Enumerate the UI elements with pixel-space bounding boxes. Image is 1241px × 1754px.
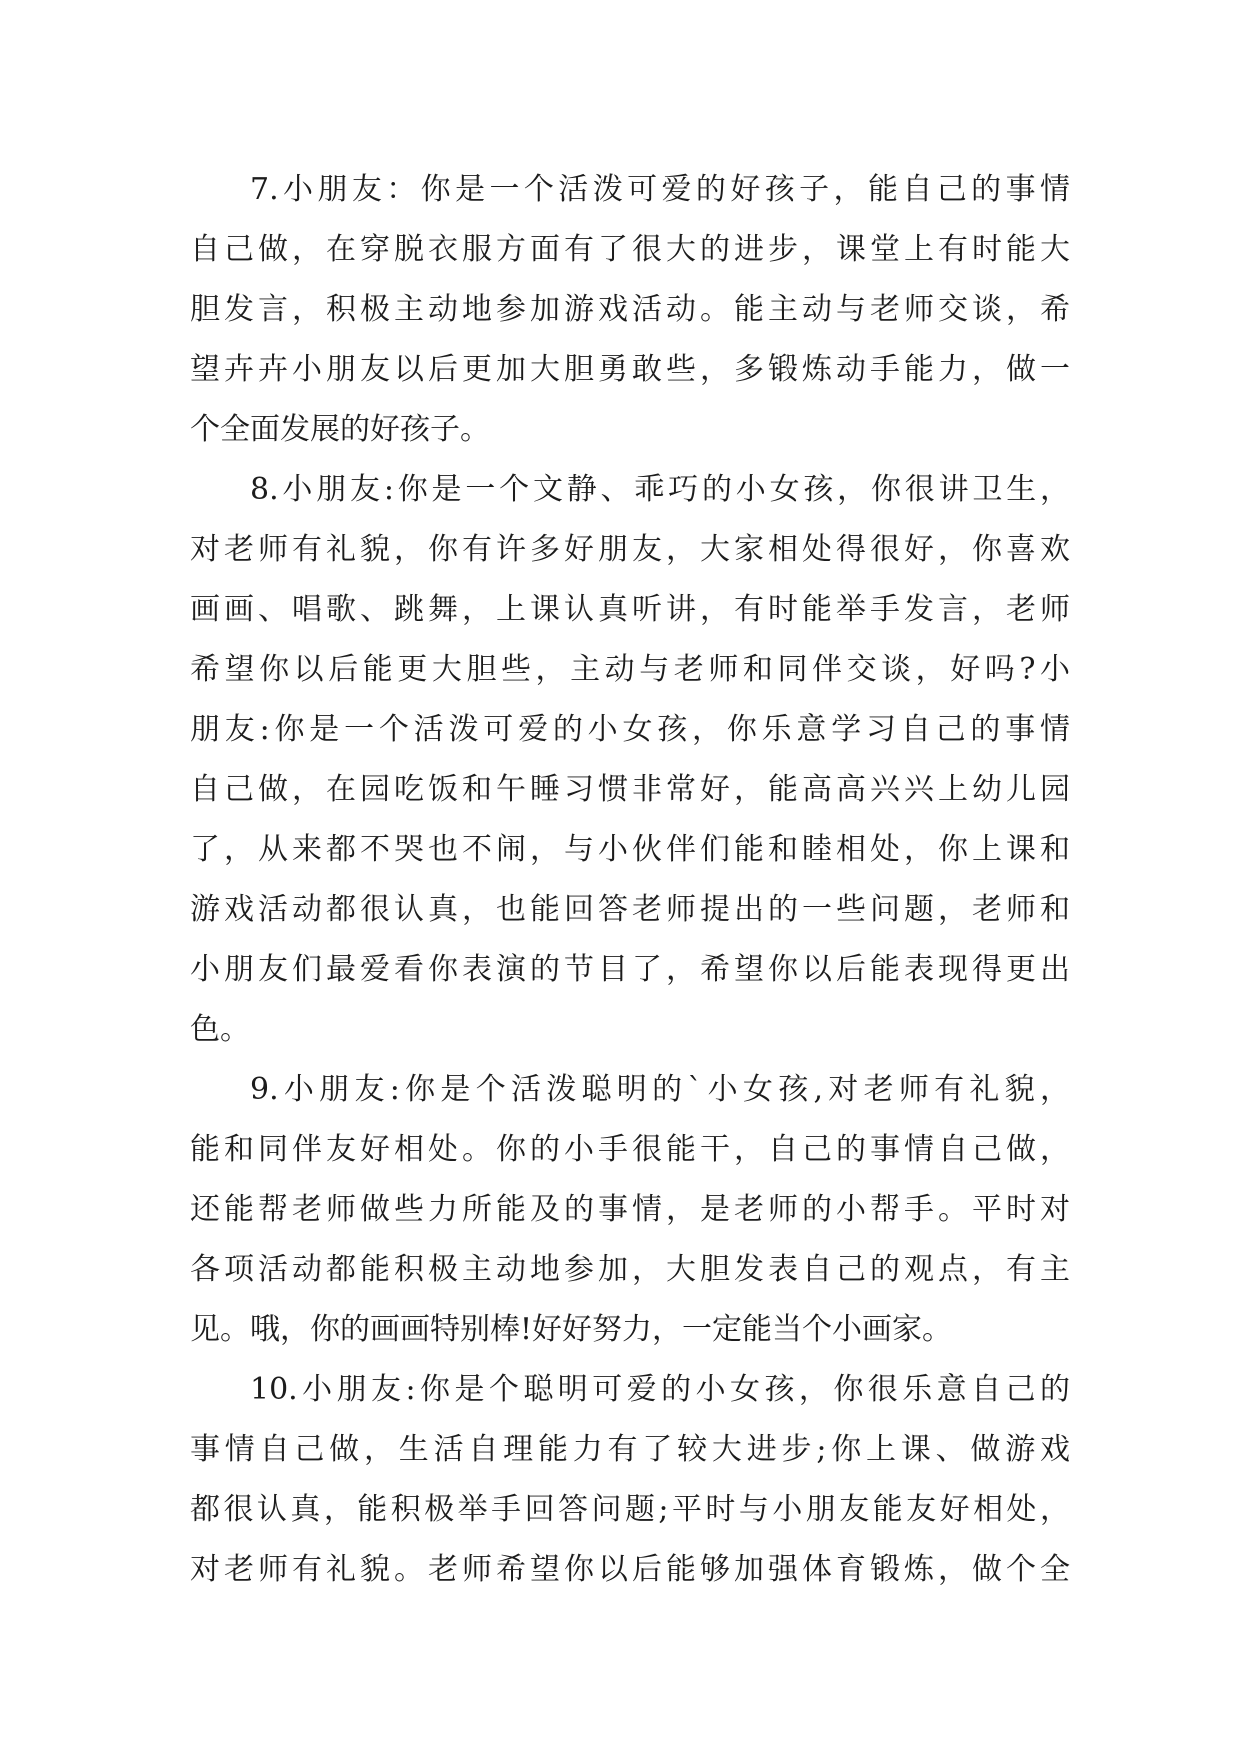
text-line: 个全面发展的好孩子。 <box>190 412 490 447</box>
text-line: 朋友:你是一个活泼可爱的小女孩，你乐意学习自己的事情 <box>190 712 1070 747</box>
text-line: 色。 <box>190 1012 250 1047</box>
text-line: 对老师有礼貌。老师希望你以后能够加强体育锻炼，做个全 <box>190 1552 1070 1587</box>
paragraph-10 <box>190 1360 1070 1600</box>
text-line: 胆发言，积极主动地参加游戏活动。能主动与老师交谈，希 <box>190 292 1070 327</box>
paragraph-9 <box>190 1060 1070 1360</box>
text-line: 希望你以后能更大胆些，主动与老师和同伴交谈，好吗?小 <box>190 652 1070 687</box>
text-line: 7.小朋友：你是一个活泼可爱的好孩子，能自己的事情 <box>250 172 1070 207</box>
text-line: 自己做，在穿脱衣服方面有了很大的进步，课堂上有时能大 <box>190 232 1070 267</box>
text-line: 9.小朋友:你是个活泼聪明的`小女孩,对老师有礼貌， <box>250 1072 1070 1107</box>
paragraph-8 <box>190 460 1070 1060</box>
text-line: 见。哦，你的画画特别棒!好好努力，一定能当个小画家。 <box>190 1312 953 1347</box>
document-body <box>190 160 1070 1600</box>
text-line: 望卉卉小朋友以后更加大胆勇敢些，多锻炼动手能力，做一 <box>190 352 1070 387</box>
text-line: 画画、唱歌、跳舞，上课认真听讲，有时能举手发言，老师 <box>190 592 1070 627</box>
paragraph-7 <box>190 160 1070 460</box>
text-line: 事情自己做，生活自理能力有了较大进步;你上课、做游戏 <box>190 1432 1070 1467</box>
text-line: 还能帮老师做些力所能及的事情，是老师的小帮手。平时对 <box>190 1192 1070 1227</box>
text-line: 8.小朋友:你是一个文静、乖巧的小女孩，你很讲卫生， <box>250 472 1070 507</box>
text-line: 能和同伴友好相处。你的小手很能干，自己的事情自己做， <box>190 1132 1070 1167</box>
text-line: 了，从来都不哭也不闹，与小伙伴们能和睦相处，你上课和 <box>190 832 1070 867</box>
text-line: 游戏活动都很认真，也能回答老师提出的一些问题，老师和 <box>190 892 1070 927</box>
text-line: 各项活动都能积极主动地参加，大胆发表自己的观点，有主 <box>190 1252 1070 1287</box>
text-line: 10.小朋友:你是个聪明可爱的小女孩，你很乐意自己的 <box>250 1372 1070 1407</box>
text-line: 小朋友们最爱看你表演的节目了，希望你以后能表现得更出 <box>190 952 1070 987</box>
text-line: 对老师有礼貌，你有许多好朋友，大家相处得很好，你喜欢 <box>190 532 1070 567</box>
text-line: 自己做，在园吃饭和午睡习惯非常好，能高高兴兴上幼儿园 <box>190 772 1070 807</box>
text-line: 都很认真，能积极举手回答问题;平时与小朋友能友好相处， <box>190 1492 1070 1527</box>
